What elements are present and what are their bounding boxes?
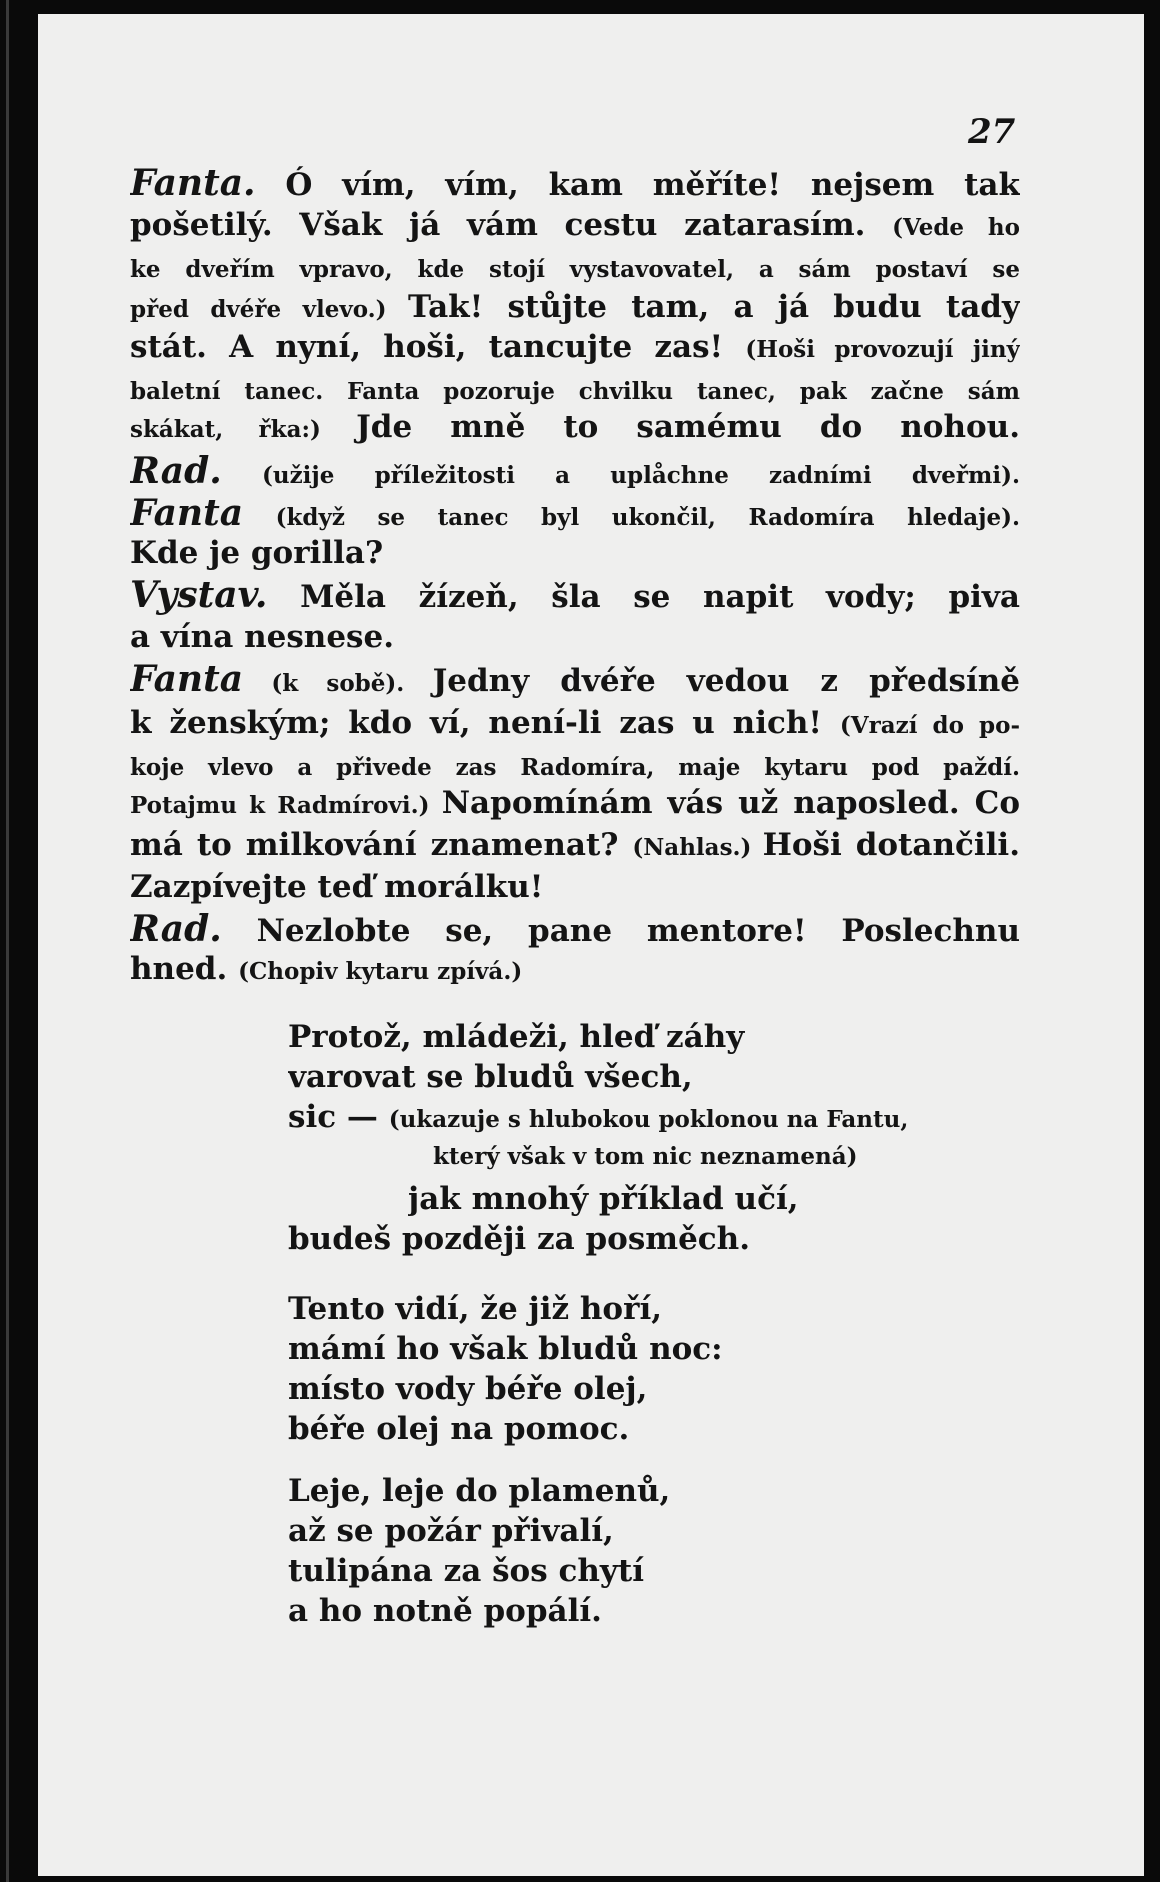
text-line <box>130 452 1020 495</box>
dialogue-text: Měla žízeň, šla se napit vody; piva <box>267 579 1020 615</box>
dialogue-text: Nezlobte se, pane mentore! Poslechnu <box>221 913 1020 949</box>
text-line <box>130 660 1020 703</box>
stage-direction-line: který však v tom nic neznamená) <box>433 1143 858 1170</box>
page-edge <box>6 0 9 1882</box>
stage-direction: skákat, řka:) <box>130 416 357 443</box>
verse-line: Tento vidí, že již hoří, <box>288 1291 663 1327</box>
verse-line: Protož, mládeži, hleď záhy <box>288 1019 745 1055</box>
stage-direction: (Vede ho <box>892 214 1020 241</box>
verse-line: tulipána za šos chytí <box>288 1553 644 1589</box>
speaker-name: Fanta. <box>130 164 256 204</box>
dialogue-text: má to milkování znamenat? <box>130 827 633 863</box>
verse-line: béře olej na pomoc. <box>288 1411 630 1447</box>
dialogue-text: Tak! stůjte tam, a já budu tady <box>407 289 1020 325</box>
text-line <box>130 164 1020 204</box>
page-number: 27 <box>968 112 1016 152</box>
speaker-name: Vystav. <box>130 576 268 616</box>
stage-direction: před dvéře vlevo.) <box>130 296 408 323</box>
verse-line <box>288 1098 988 1139</box>
stage-direction: (Nahlas.) <box>632 834 763 861</box>
text-line <box>130 746 1020 787</box>
speaker-name: Rad. <box>130 910 222 950</box>
dialogue-text: Kde je gorilla? <box>130 535 384 571</box>
text-line <box>130 784 1020 825</box>
stage-direction: (užije příležitosti a uplåchne zadními dveřmi). <box>221 462 1020 489</box>
dialogue-text: Napomínám vás už naposled. Co <box>441 785 1020 821</box>
speaker-name: Fanta <box>130 660 244 700</box>
text-line <box>130 826 1020 867</box>
stage-direction: ke dveřím vpravo, kde stojí vystavovatel, a sám postaví se <box>130 256 1020 283</box>
stage-direction: baletní tanec. Fanta pozoruje chvilku tanec, pak začne sám <box>130 378 1020 405</box>
stage-direction: (Chopiv kytaru zpívá.) <box>238 958 523 985</box>
stage-direction: koje vlevo a přivede zas Radomíra, maje kytaru pod paždí. <box>130 754 1020 781</box>
dialogue-text: Jde mně to samému do nohou. <box>356 409 1020 445</box>
text-line <box>130 370 1020 411</box>
speaker-name: Fanta <box>130 494 244 534</box>
stage-direction: (když se tanec byl ukončil, Radomíra hledaje). <box>243 504 1020 531</box>
dialogue-text: k ženským; kdo ví, není-li zas u nich! <box>130 705 840 741</box>
text-line <box>130 950 1020 991</box>
text-line <box>130 408 1020 449</box>
verse-line: Leje, leje do plamenů, <box>288 1473 671 1509</box>
text-line <box>130 534 1020 572</box>
text-line <box>130 910 1020 950</box>
verse-text: sic — <box>288 1099 389 1135</box>
dialogue-text: hned. <box>130 951 239 987</box>
dialogue-text: a vína nesnese. <box>130 619 395 655</box>
text-line <box>130 868 1020 906</box>
dialogue-text: Ó vím, vím, kam měříte! nejsem tak <box>255 167 1020 203</box>
stage-direction: (Hoši provozují jiný <box>745 336 1020 363</box>
dialogue-text: pošetilý. Však já vám cestu zatarasím. <box>130 207 893 243</box>
verse-line: až se požár přivalí, <box>288 1513 614 1549</box>
text-line <box>130 206 1020 247</box>
speaker-name: Rad. <box>130 452 222 492</box>
verse-line: místo vody béře olej, <box>288 1371 648 1407</box>
text-line <box>130 328 1020 369</box>
verse-line: a ho notně popálí. <box>288 1593 602 1629</box>
stage-direction: (Vrazí do po- <box>839 712 1020 739</box>
verse-line: mámí ho však bludů noc: <box>288 1331 723 1367</box>
dialogue-text: Jedny dvéře vedou z předsíně <box>432 663 1020 699</box>
dialogue-text: Hoši dotančili. <box>762 827 1020 863</box>
verse-line: jak mnohý příklad učí, <box>408 1181 799 1217</box>
text-line <box>130 494 1020 537</box>
stage-direction: Potajmu k Radmírovi.) <box>130 792 442 819</box>
text-line <box>130 704 1020 745</box>
stage-direction: (ukazuje s hlubokou poklonou na Fantu, <box>388 1106 909 1133</box>
text-line <box>130 576 1020 616</box>
dialogue-text: stát. A nyní, hoši, tancujte zas! <box>130 329 746 365</box>
text-line <box>130 288 1020 329</box>
text-line <box>130 618 1020 656</box>
dialogue-text: Zazpívejte teď morálku! <box>130 869 544 905</box>
verse-line: varovat se bludů všech, <box>288 1059 693 1095</box>
stage-direction: (k sobě). <box>243 670 433 697</box>
book-page <box>38 14 1144 1876</box>
text-line <box>130 248 1020 289</box>
verse-line: budeš později za posměch. <box>288 1221 751 1257</box>
